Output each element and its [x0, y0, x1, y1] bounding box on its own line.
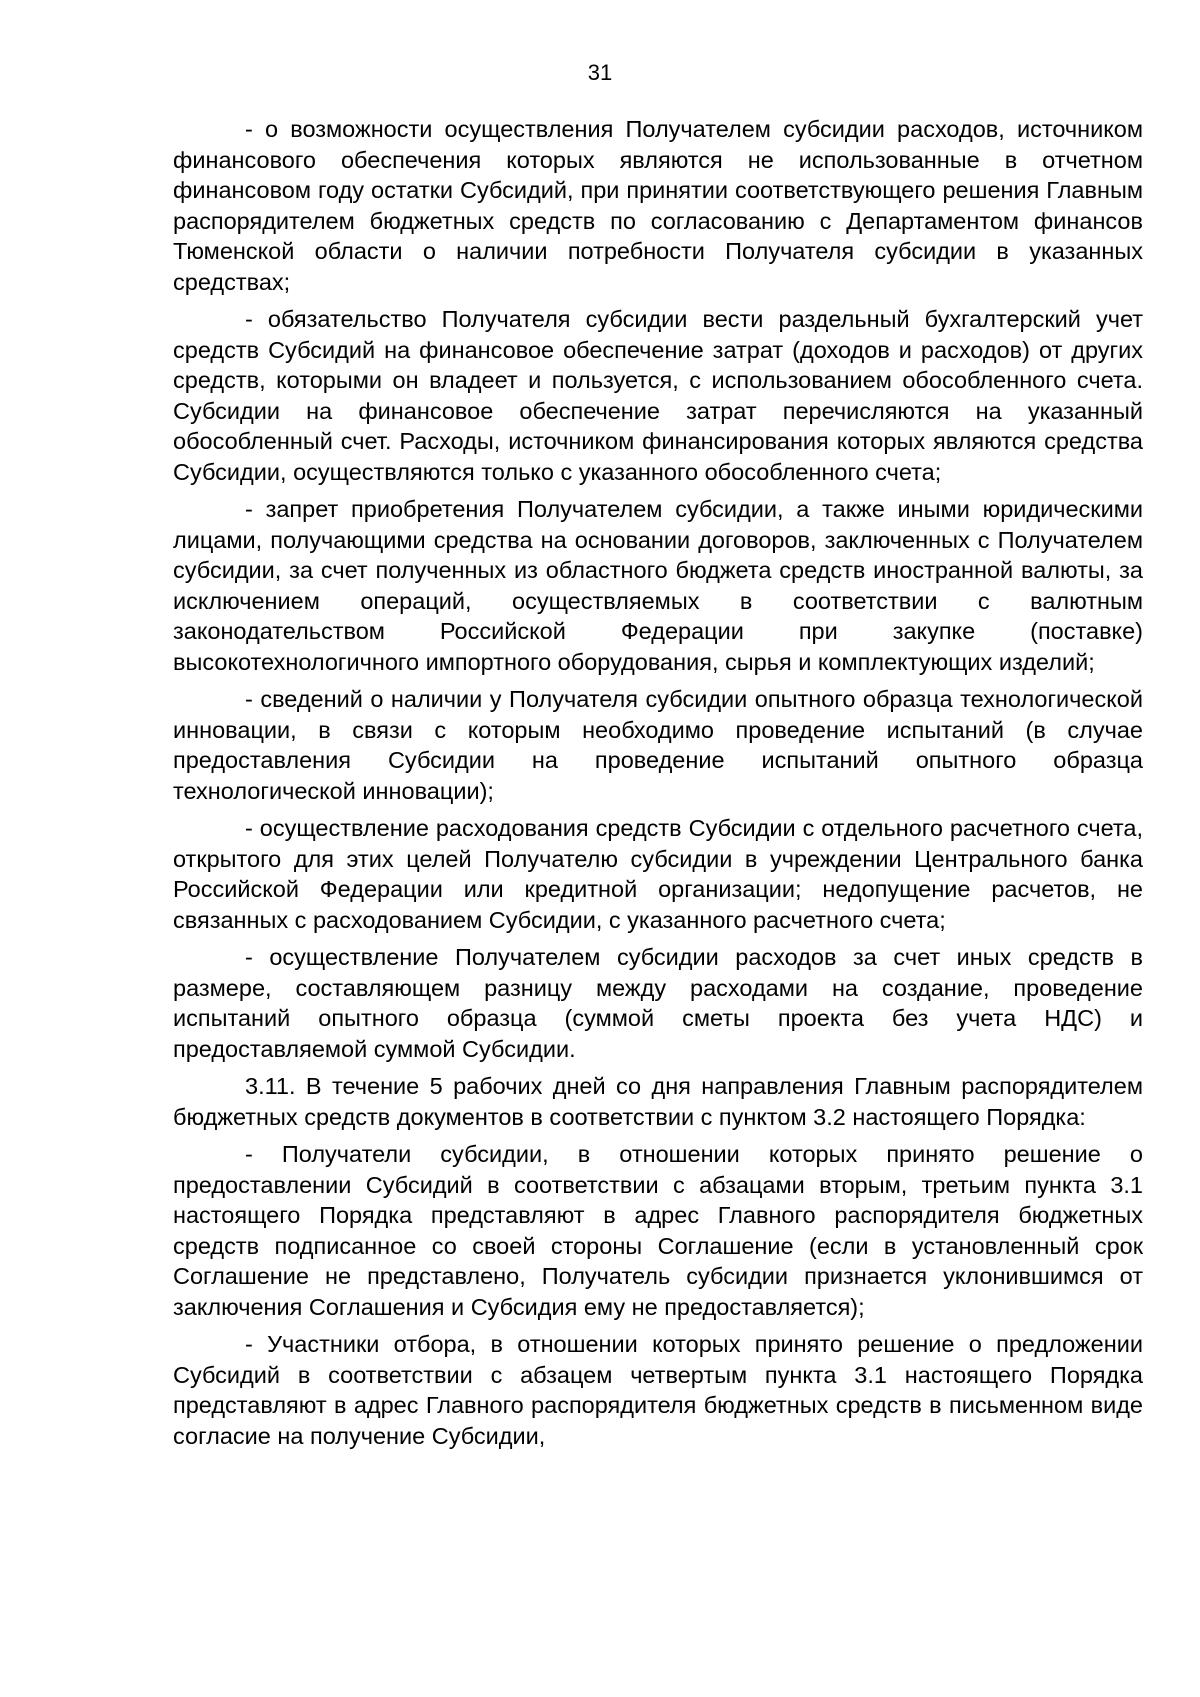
paragraph-participants-consent: - Участники отбора, в отношении которых принято решение о предложении Субсидий в соответствии с абзацем четвертым пункта 3.1 настоящего Порядка представляют в адрес Главного распорядителя бюджетных средств в письменном виде согласие на получение Субсидии, [173, 1331, 1143, 1449]
paragraph-currency-ban: - запрет приобретения Получателем субсидии, а также иными юридическими лицами, получающими средства на основании договоров, заключенных с Получателем субсидии, за счет полученных из областного бюджета средств иностранной валюты, за исключением операций, осуществляемых в соответствии с валютным законодательством Российской Федерации при закупке (поставке) высокотехнологичного импортного оборудования, сырья и комплектующих изделий; [173, 496, 1143, 675]
document-body [173, 114, 1143, 1458]
paragraph-residual-funds: - о возможности осуществления Получателем субсидии расходов, источником финансового обеспечения которых являются не использованные в отчетном финансовом году остатки Субсидий, при принятии соответствующего решения Главным распорядителем бюджетных средств по согласованию с Департаментом финансов Тюменской области о наличии потребности Получателя субсидии в указанных средствах; [173, 116, 1143, 295]
paragraph-settlement-account: - осуществление расходования средств Субсидии с отдельного расчетного счета, открытого для этих целей Получателю субсидии в учреждении Центрального банка Российской Федерации или кредитной организации; недопущение расчетов, не связанных с расходованием Субсидии, с указанного расчетного счета; [173, 815, 1143, 933]
paragraph-recipients-agreement: - Получатели субсидии, в отношении которых принято решение о предоставлении Субсидий в соответствии с абзацами вторым, третьим пункта 3.1 настоящего Порядка представляют в адрес Главного распорядителя бюджетных средств подписанное со своей стороны Соглашение (если в установленный срок Соглашение не представлено, Получатель субсидии признается уклонившимся от заключения Соглашения и Субсидия ему не предоставляется); [173, 1141, 1143, 1320]
paragraph-prototype-info: - сведений о наличии у Получателя субсидии опытного образца технологической инновации, в связи с которым необходимо проведение испытаний (в случае предоставления Субсидии на проведение испытаний опытного образца технологической инновации); [173, 686, 1143, 804]
page-number: 31 [587, 60, 613, 85]
paragraph-section-3-11: 3.11. В течение 5 рабочих дней со дня направления Главным распорядителем бюджетных средств документов в соответствии с пунктом 3.2 настоящего Порядка: [173, 1073, 1143, 1130]
paragraph-separate-accounting: - обязательство Получателя субсидии вести раздельный бухгалтерский учет средств Субсидий на финансовое обеспечение затрат (доходов и расходов) от других средств, которыми он владеет и пользуется, с использованием обособленного счета. Субсидии на финансовое обеспечение затрат перечисляются на указанный обособленный счет. Расходы, источником финансирования которых являются средства Субсидии, осуществляются только с указанного обособленного счета; [173, 306, 1143, 485]
paragraph-own-funds: - осуществление Получателем субсидии расходов за счет иных средств в размере, составляющем разницу между расходами на создание, проведение испытаний опытного образца (суммой сметы проекта без учета НДС) и предоставляемой суммой Субсидии. [173, 944, 1143, 1062]
